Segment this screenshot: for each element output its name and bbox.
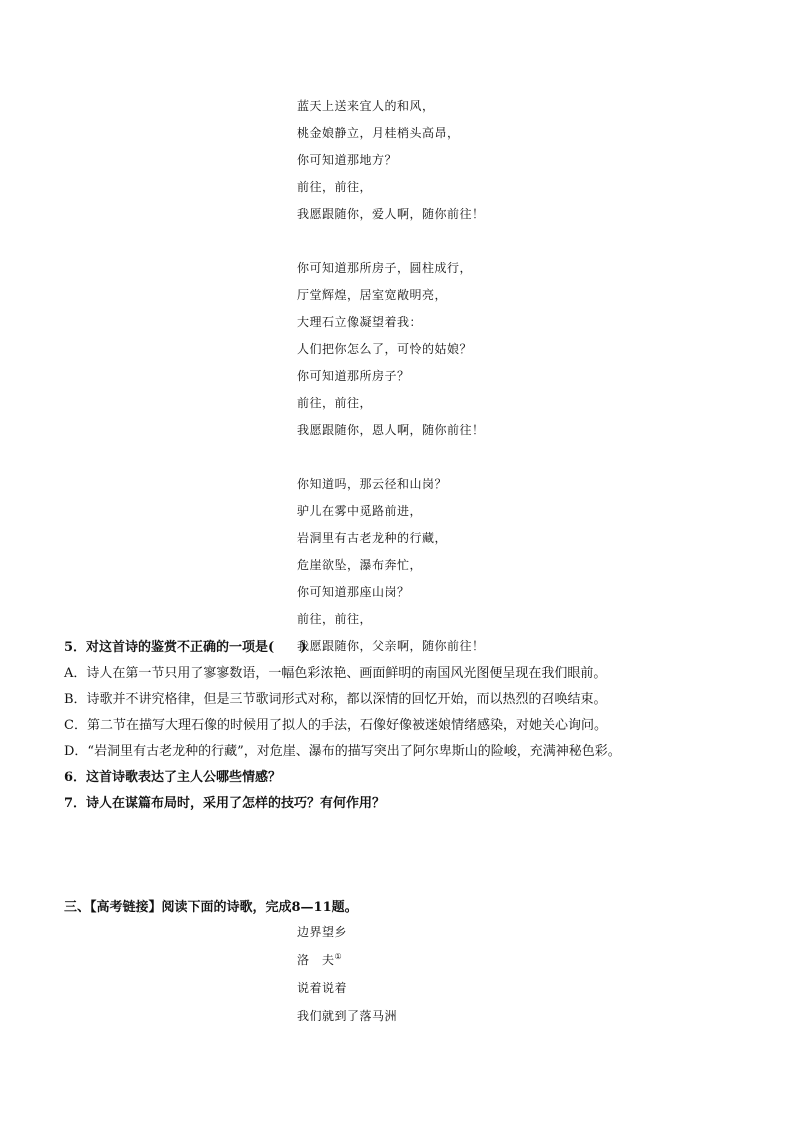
poem-line: 我愿跟随你，父亲啊，随你前往！ xyxy=(297,639,485,653)
poem-line: 我愿跟随你，爱人啊，随你前往！ xyxy=(297,207,485,221)
poem-body xyxy=(297,93,717,687)
poem2-author xyxy=(297,946,717,974)
poem-line: 你可知道那所房子？ xyxy=(297,369,410,383)
option-a: A．诗人在第一节只用了寥寥数语，一幅色彩浓艳、画面鲜明的南国风光图便呈现在我们眼前。 xyxy=(64,666,607,681)
poem-line: 前往，前往， xyxy=(297,612,373,626)
poem-stanza-2 xyxy=(297,255,717,444)
poem-line: 你可知道那座山岗？ xyxy=(297,585,410,599)
poem-line: 驴儿在雾中觅路前进， xyxy=(297,504,423,518)
poem-line: 岩洞里有古老龙种的行藏， xyxy=(297,531,448,545)
poem-line: 前往，前往， xyxy=(297,396,373,410)
poem-line: 我愿跟随你，恩人啊，随你前往！ xyxy=(297,423,485,437)
poem-line: 你知道吗，那云径和山岗？ xyxy=(297,477,448,491)
poem-line: 蓝天上送来宜人的和风， xyxy=(297,99,435,113)
poem-line: 危崖欲坠，瀑布奔忙， xyxy=(297,558,423,572)
poem-line: 你可知道那地方？ xyxy=(297,153,398,167)
option-d: D．“岩洞里有古老龙种的行藏”，对危崖、瀑布的描写突出了阿尔卑斯山的险峻，充满神秘色彩。 xyxy=(64,744,621,759)
question-5: 5．对这首诗的鉴赏不正确的一项是( ) xyxy=(64,640,307,655)
poem-line: 厅堂辉煌，居室宽敞明亮， xyxy=(297,288,448,302)
question-block xyxy=(64,635,744,817)
poem2-line: 说着说着 xyxy=(297,981,348,995)
poem-line: 前往，前往， xyxy=(297,180,373,194)
footnote-marker[interactable]: ① xyxy=(334,952,343,961)
poem-line: 人们把你怎么了，可怜的姑娘？ xyxy=(297,342,473,356)
poem-stanza-3 xyxy=(297,471,717,660)
poem2-author-name: 洛 夫 xyxy=(297,953,335,967)
question-6: 6．这首诗歌表达了主人公哪些情感？ xyxy=(64,770,282,785)
question-7: 7．诗人在谋篇布局时，采用了怎样的技巧？有何作用？ xyxy=(64,796,386,811)
option-c: C．第二节在描写大理石像的时候用了拟人的手法，石像好像被迷娘情绪感染，对她关心询问。 xyxy=(64,718,607,733)
poem-line: 桃金娘静立，月桂梢头高昂， xyxy=(297,126,460,140)
section-3-heading: 三、【高考链接】阅读下面的诗歌，完成8—11题。 xyxy=(64,900,358,915)
poem2-body xyxy=(297,918,717,1030)
poem2-title: 边界望乡 xyxy=(297,925,348,939)
poem-stanza-1 xyxy=(297,93,717,228)
option-b: B．诗歌并不讲究格律，但是三节歌词形式对称，都以深情的回忆开始，而以热烈的召唤结束。 xyxy=(64,692,607,707)
poem2-line: 我们就到了落马洲 xyxy=(297,1009,398,1023)
poem-line: 大理石立像凝望着我： xyxy=(297,315,423,329)
poem-line: 你可知道那所房子，圆柱成行， xyxy=(297,261,473,275)
